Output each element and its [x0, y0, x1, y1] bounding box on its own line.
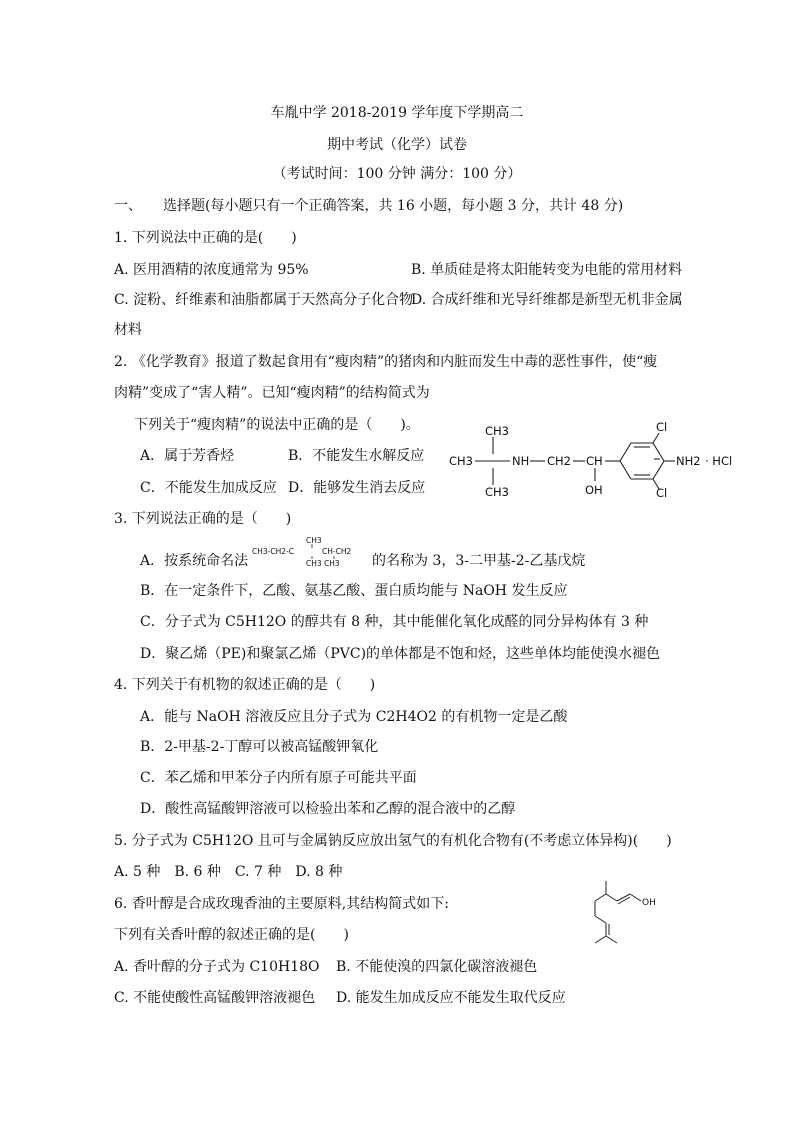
exam-subtitle: 期中考试（化学）试卷 — [327, 137, 467, 153]
exam-title: 车胤中学 2018-2019 学年度下学期高二 — [270, 105, 524, 121]
q3-option-a-post: 的名称为 3，3-二甲基-2-乙基戊烷 — [372, 553, 586, 569]
alkane-right: CH-CH2 — [322, 547, 352, 556]
q2-stem-1: 2. 《化学教育》报道了数起食用有“瘦肉精”的猪肉和内脏而发生中毒的恶性事件，使“瘦 — [114, 354, 658, 370]
q6-option-c: C. 不能使酸性高锰酸钾溶液褪色 — [114, 990, 316, 1006]
q2-option-d: D．能够发生消去反应 — [288, 480, 426, 496]
alkane-left: CH3-CH2-C — [252, 547, 294, 556]
q4-option-b: B．2-甲基-2-丁醇可以被高锰酸钾氧化 — [140, 739, 379, 755]
q1-option-b: B. 单质硅是将太阳能转变为电能的常用材料 — [411, 262, 683, 278]
mol-oh: OH — [585, 483, 603, 497]
mol-cl-bottom: Cl — [656, 486, 668, 500]
q5-stem: 5. 分子式为 C5H12O 且可与金属钠反应放出氢气的有机化合物有(不考虑立体异构)( ) — [114, 833, 672, 849]
mol-nh: NH — [512, 454, 530, 468]
q3-option-a-pre: A．按系统命名法 — [140, 553, 249, 569]
q6-stem: 6. 香叶醇是合成玫瑰香油的主要原料,其结构简式如下: — [114, 896, 449, 912]
q4-option-a: A．能与 NaOH 溶液反应且分子式为 C2H4O2 的有机物一定是乙酸 — [140, 709, 568, 725]
q3-option-b: B．在一定条件下，乙酸、氨基乙酸、蛋白质均能与 NaOH 发生反应 — [140, 583, 568, 599]
q6-option-d: D. 能发生加成反应不能发生取代反应 — [336, 990, 566, 1006]
alkane-top: CH3 — [306, 536, 322, 545]
mol-ch3-bottom: CH3 — [485, 485, 509, 499]
q1-option-d-cont: 材料 — [114, 322, 142, 338]
q2-option-b: B．不能发生水解反应 — [288, 448, 425, 464]
geraniol-structure — [586, 876, 666, 952]
mol-ch3-top: CH3 — [485, 424, 509, 438]
q6-option-a: A. 香叶醇的分子式为 C10H18O — [114, 959, 320, 975]
q4-stem: 4. 下列关于有机物的叙述正确的是（ ) — [114, 677, 376, 693]
q1-option-a: A. 医用酒精的浓度通常为 95% — [114, 262, 309, 278]
q4-option-d: D．酸性高锰酸钾溶液可以检验出苯和乙醇的混合液中的乙醇 — [140, 801, 516, 817]
q6-substem: 下列有关香叶醇的叙述正确的是( ) — [114, 927, 349, 943]
mol-ch3-left: CH3 — [449, 454, 473, 468]
q4-option-c: C．苯乙烯和甲苯分子内所有原子可能共平面 — [140, 770, 417, 786]
q6-option-b: B. 不能使溴的四氯化碳溶液褪色 — [336, 959, 538, 975]
mol-ch: CH — [586, 454, 603, 468]
q5-options: A. 5 种 B. 6 种 C. 7 种 D. 8 种 — [114, 864, 343, 880]
alkane-structure — [252, 535, 372, 569]
q2-stem-3: 下列关于“瘦肉精”的说法中正确的是（ )。 — [134, 417, 420, 433]
mol-cl-top: Cl — [656, 420, 668, 434]
q3-option-d: D．聚乙烯（PE)和聚氯乙烯（PVC)的单体都是不饱和烃，这些单体均能使溴水褪色 — [140, 646, 661, 662]
q2-option-a: A．属于芳香烃 — [140, 448, 235, 464]
geraniol-oh: OH — [642, 898, 656, 908]
section-heading: 一、 选择题(每小题只有一个正确答案，共 16 小题，每小题 3 分，共计 48 分) — [114, 198, 624, 214]
mol-nh2: NH2 — [676, 454, 701, 468]
q3-option-c: C．分子式为 C5H12O 的醇共有 8 种，其中能催化氧化成醛的同分异构体有 3 种 — [140, 614, 649, 630]
q2-stem-2: 肉精”变成了“害人精”。已知“瘦肉精”的结构简式为 — [114, 385, 430, 401]
q2-option-c: C．不能发生加成反应 — [140, 480, 277, 496]
q1-option-d: D. 合成纤维和光导纤维都是新型无机非金属 — [411, 292, 683, 308]
q3-stem: 3. 下列说法正确的是（ ) — [114, 511, 292, 527]
mol-ch2: CH2 — [547, 454, 571, 468]
alkane-bottom: CH3 CH3 — [306, 559, 340, 568]
clenbuterol-structure — [445, 418, 745, 504]
mol-hcl: · HCl — [705, 454, 733, 468]
q1-option-c: C. 淀粉、纤维素和油脂都属于天然高分子化合物 — [114, 292, 414, 308]
exam-info: （考试时间：100 分钟 满分：100 分） — [272, 166, 522, 182]
q1-stem: 1. 下列说法中正确的是( ) — [114, 230, 297, 246]
